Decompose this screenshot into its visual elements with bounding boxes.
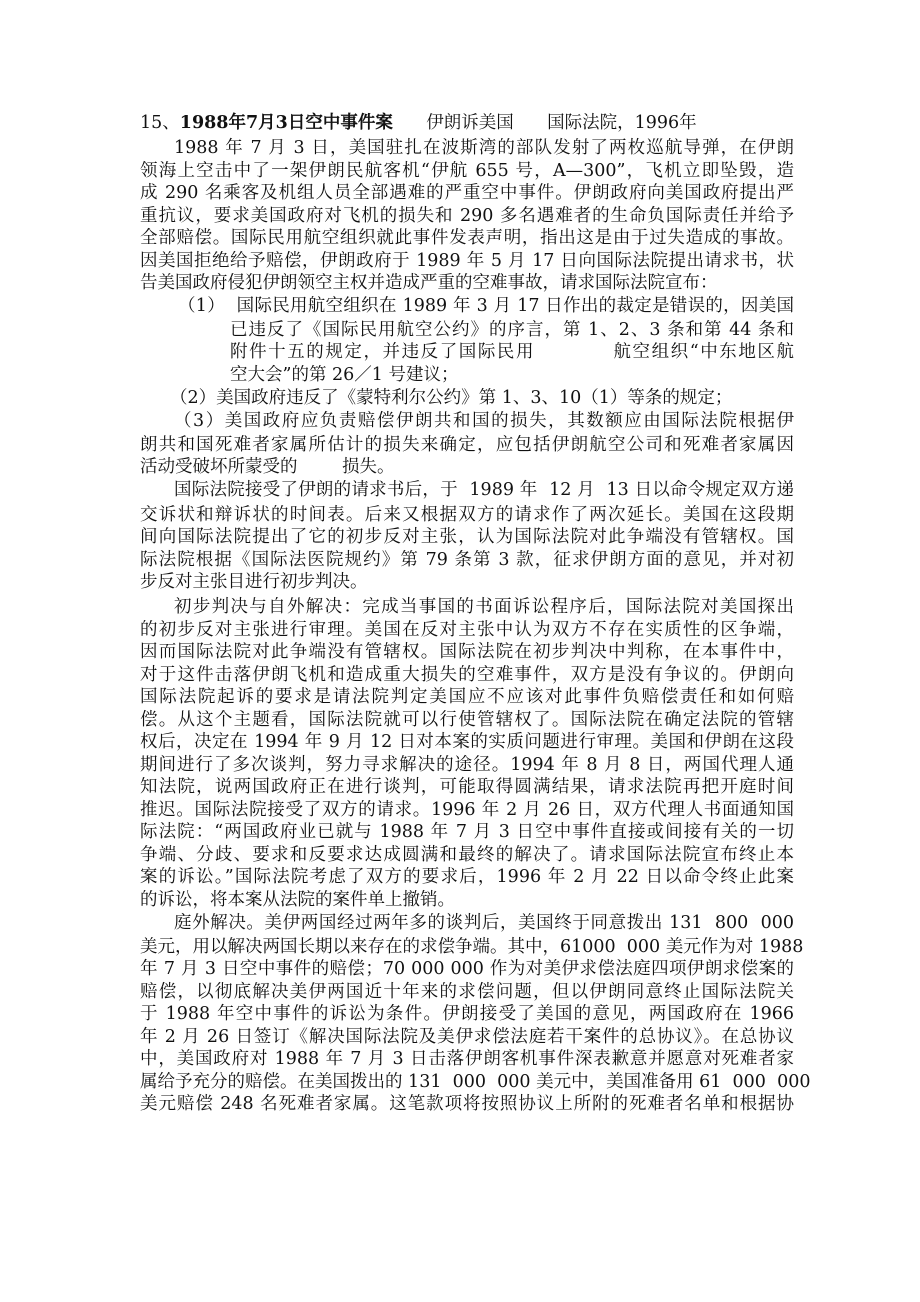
case-parties: 伊朗诉美国 [426, 113, 514, 133]
text-line: 间向国际法院提出了它的初步反对主张，认为国际法院对此争端没有管辖权。国 [140, 527, 794, 547]
text-line: 属给予充分的赔偿。在美国拨出的 131 000 000 美元中，美国准备用 61 000 000 [140, 1072, 811, 1092]
text-line: 的初步反对主张进行审理。美国在反对主张中认为双方不存在实质性的区争端， [140, 620, 794, 640]
text-line: 案的诉讼。”国际法院考虑了双方的要求后，1996 年 2 月 22 日以命令终止此案 [140, 867, 794, 887]
case-number: 15、 [140, 113, 180, 133]
text-line: 国际法院接受了伊朗的请求书后，于 1989 年 12 月 13 日以命令规定双方递 [174, 480, 794, 500]
text-line: 活动受破坏所蒙受的 损失。 [140, 457, 395, 477]
case-name: 1988年7月3日空中事件案 [179, 113, 393, 133]
text-line: 庭外解决。美伊两国经过两年多的谈判后，美国终于同意拨出 131 800 000 [174, 913, 794, 933]
text-line: 中，美国政府对 1988 年 7 月 3 日击落伊朗客机事件深表歉意并愿意对死难者家 [140, 1049, 794, 1069]
text-line: 告美国政府侵犯伊朗领空主权并造成严重的空难事故，请求国际法院宣布： [140, 273, 718, 293]
text-line: 步反对主张目进行初步判决。 [140, 572, 368, 592]
text-line: 际法院：“两国政府业已就与 1988 年 7 月 3 日空中事件直接或间接有关的一切 [140, 822, 794, 842]
text-line: 领海上空击中了一架伊朗民航客机“伊航 655 号，A—300”，飞机立即坠毁，造 [140, 161, 794, 181]
text-line: 年 7 月 3 日空中事件的赔偿；70 000 000 作为对美伊求偿法庭四项伊朗求偿案的 [140, 959, 794, 979]
text-line: 交诉状和辩诉状的时间表。后来又根据双方的请求作了两次延长。美国在这段期 [140, 505, 794, 525]
text-line: （1） 国际民用航空组织在 1989 年 3 月 17 日作出的裁定是错误的，因美国 [178, 296, 794, 316]
text-line: 空大会”的第 26／1 号建议； [230, 365, 459, 385]
text-line: 因而国际法院对此争端没有管辖权。国际法院在初步判决中判称，在本事件中， [140, 642, 794, 662]
text-line: 权后，决定在 1994 年 9 月 12 日对本案的实质问题进行审理。美国和伊朗在这段 [140, 732, 794, 752]
text-line: （2）美国政府违反了《蒙特利尔公约》第 1、3、10（1）等条的规定； [170, 388, 733, 408]
text-line: 美元，用以解决两国长期以来存在的求偿争端。其中，61000 000 美元作为对 1988 [140, 937, 804, 957]
text-line: 初步判决与自外解决：完成当事国的书面诉讼程序后，国际法院对美国探出 [174, 597, 794, 617]
text-line: 知法院，说两国政府正在进行谈判，可能取得圆满结果，请求法院再把开庭时间 [140, 777, 794, 797]
text-line: 偿。从这个主题看，国际法院就可以行使管辖权了。国际法院在确定法院的管辖 [140, 710, 794, 730]
text-line: 期间进行了多次谈判，努力寻求解决的途径。1994 年 8 月 8 日，两国代理人通 [140, 755, 794, 775]
text-line: 全部赔偿。国际民用航空组织就此事件发表声明，指出这是由于过失造成的事故。 [140, 228, 794, 248]
text-line: 成 290 名乘客及机组人员全部遇难的严重空中事件。伊朗政府向美国政府提出严 [140, 183, 794, 203]
text-line: 于 1988 年空中事件的诉讼为条件。伊朗接受了美国的意见，两国政府在 1966 [140, 1004, 794, 1024]
text-line: 重抗议，要求美国政府对飞机的损失和 290 多名遇难者的生命负国际责任并给予 [140, 206, 794, 226]
case-court-year: 国际法院，1996年 [547, 113, 697, 133]
text-line: 对于这件击落伊朗飞机和造成重大损失的空难事件，双方是没有争议的。伊朗向 [140, 665, 794, 685]
text-line: 年 2 月 26 日签订《解决国际法院及美伊求偿法庭若干案件的总协议》。在总协议 [140, 1027, 794, 1047]
case-title [140, 112, 697, 134]
text-line: 1988 年 7 月 3 日，美国驻扎在波斯湾的部队发射了两枚巡航导弹，在伊朗 [174, 138, 794, 158]
text-line: 推迟。国际法院接受了双方的请求。1996 年 2 月 26 日，双方代理人书面通知国 [140, 800, 794, 820]
text-line: 附件十五的规定，并违反了国际民用 航空组织“中东地区航 [230, 342, 794, 362]
text-line: 国际法院起诉的要求是请法院判定美国应不应该对此事件负赔偿责任和如何赔 [140, 687, 794, 707]
text-line: （3）美国政府应负责赔偿伊朗共和国的损失，其数额应由国际法院根据伊 [174, 411, 794, 431]
text-line: 的诉讼，将本案从法院的案件单上撤销。 [140, 890, 455, 910]
text-line: 际法院根据《国际法医院规约》第 79 条第 3 款，征求伊朗方面的意见，并对初 [140, 550, 794, 570]
text-line: 因美国拒绝给予赔偿，伊朗政府于 1989 年 5 月 17 日向国际法院提出请求书，状 [140, 251, 794, 271]
text-line: 美元赔偿 248 名死难者家属。这笔款项将按照协议上所附的死难者名单和根据协 [140, 1094, 794, 1114]
text-line: 争端、分歧、要求和反要求达成圆满和最终的解决了。请求国际法院宣布终止本 [140, 845, 794, 865]
text-line: 赔偿，以彻底解决美伊两国近十年来的求偿问题，但以伊朗同意终止国际法院关 [140, 982, 794, 1002]
text-line: 朗共和国死难者家属所估计的损失来确定，应包括伊朗航空公司和死难者家属因 [140, 435, 794, 455]
text-line: 已违反了《国际民用航空公约》的序言，第 1、2、3 条和第 44 条和 [230, 320, 794, 340]
